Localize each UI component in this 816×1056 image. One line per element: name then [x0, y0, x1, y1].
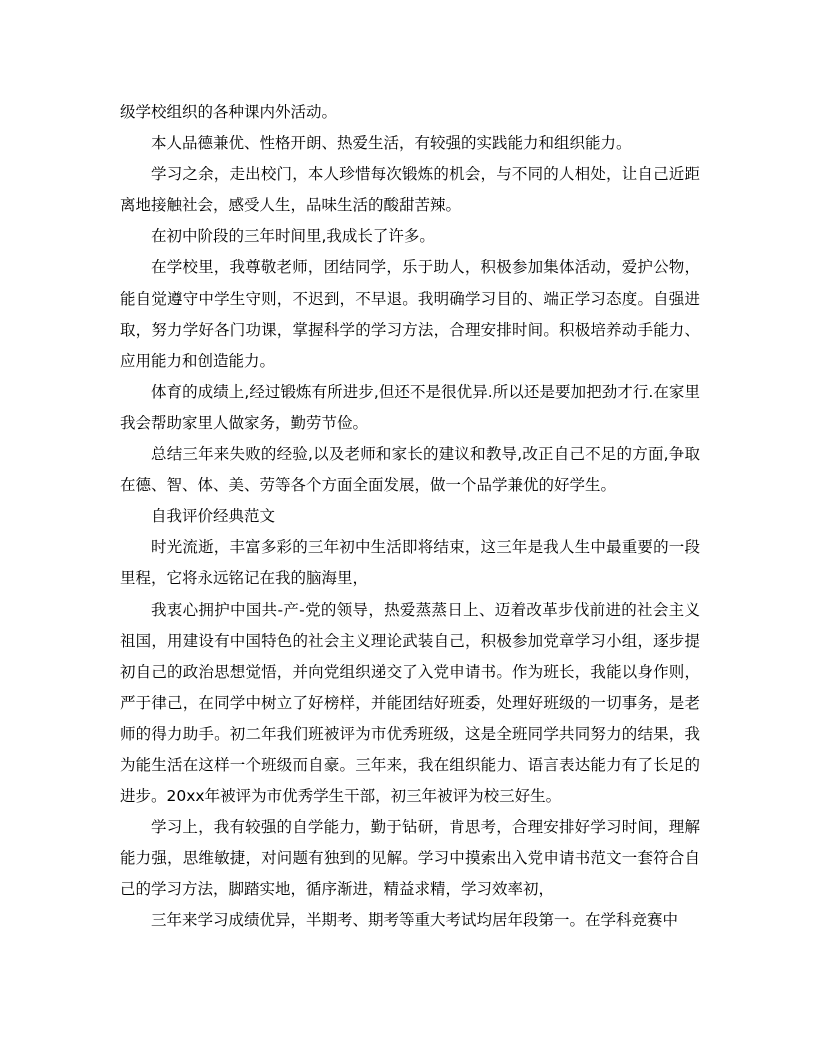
paragraph-intro: 时光流逝，丰富多彩的三年初中生活即将结束，这三年是我人生中最重要的一段里程，它将永远铭记在我的脑海里，: [120, 538, 700, 588]
paragraph-social-practice: 学习之余，走出校门，本人珍惜每次锻炼的机会，与不同的人相处，让自己近距离地接触社会，感受人生，品味生活的酸甜苦辣。: [120, 165, 700, 215]
section-heading: 自我评价经典范文: [151, 507, 276, 526]
paragraph-summary: 总结三年来失败的经验,以及老师和家长的建议和教导,改正自己不足的方面,争取在德、智、体、美、劳等各个方面全面发展，做一个品学兼优的好学生。: [120, 445, 700, 495]
paragraph-study: 学习上，我有较强的自学能力，勤于钻研，肯思考，合理安排好学习时间，理解能力强，思维敏捷，对问题有独到的见解。学习中摸索出入党申请书范文一套符合自己的学习方法，脚踏实地，循序渐进，精益求精，学习效率初，: [120, 818, 700, 899]
paragraph-political: 我衷心拥护中国共-产-党的领导，热爱蒸蒸日上、迈着改革步伐前进的社会主义祖国，用建设有中国特色的社会主义理论武装自己，积极参加党章学习小组，逐步提初自己的政治思想觉悟，并向党组织递交了入党申请书。作为班长，我能以身作则，严于律己，在同学中树立了好榜样，并能团结好班委，处理好班级的一切事务，是老师的得力助手。初二年我们班被评为市优秀班级，这是全班同学共同努力的结果，我为能生活在这样一个班级而自豪。三年来，我在组织能力、语言表达能力有了长足的进步。20xx年被评为市优秀学生干部，初三年被评为校三好生。: [120, 600, 700, 806]
paragraph-growth: 在初中阶段的三年时间里,我成长了许多。: [151, 227, 435, 246]
document-body: [120, 97, 700, 937]
paragraph-results: 三年来学习成绩优异，半期考、期考等重大考试均居年段第一。在学科竞赛中: [151, 911, 679, 930]
paragraph-character: 本人品德兼优、性格开朗、热爱生活，有较强的实践能力和组织能力。: [151, 134, 632, 153]
paragraph-sports: 体育的成绩上,经过锻炼有所进步,但还不是很优异.所以还是要加把劲才行.在家里我会帮助家里人做家务，勤劳节俭。: [120, 382, 700, 432]
paragraph-continuation: 级学校组织的各种课内外活动。: [120, 103, 338, 121]
paragraph-school-conduct: 在学校里，我尊敬老师，团结同学，乐于助人，积极参加集体活动，爱护公物，能自觉遵守中学生守则，不迟到，不早退。我明确学习目的、端正学习态度。自强进取，努力学好各门功课，掌握科学的学习方法，合理安排时间。积极培养动手能力、应用能力和创造能力。: [120, 258, 700, 370]
